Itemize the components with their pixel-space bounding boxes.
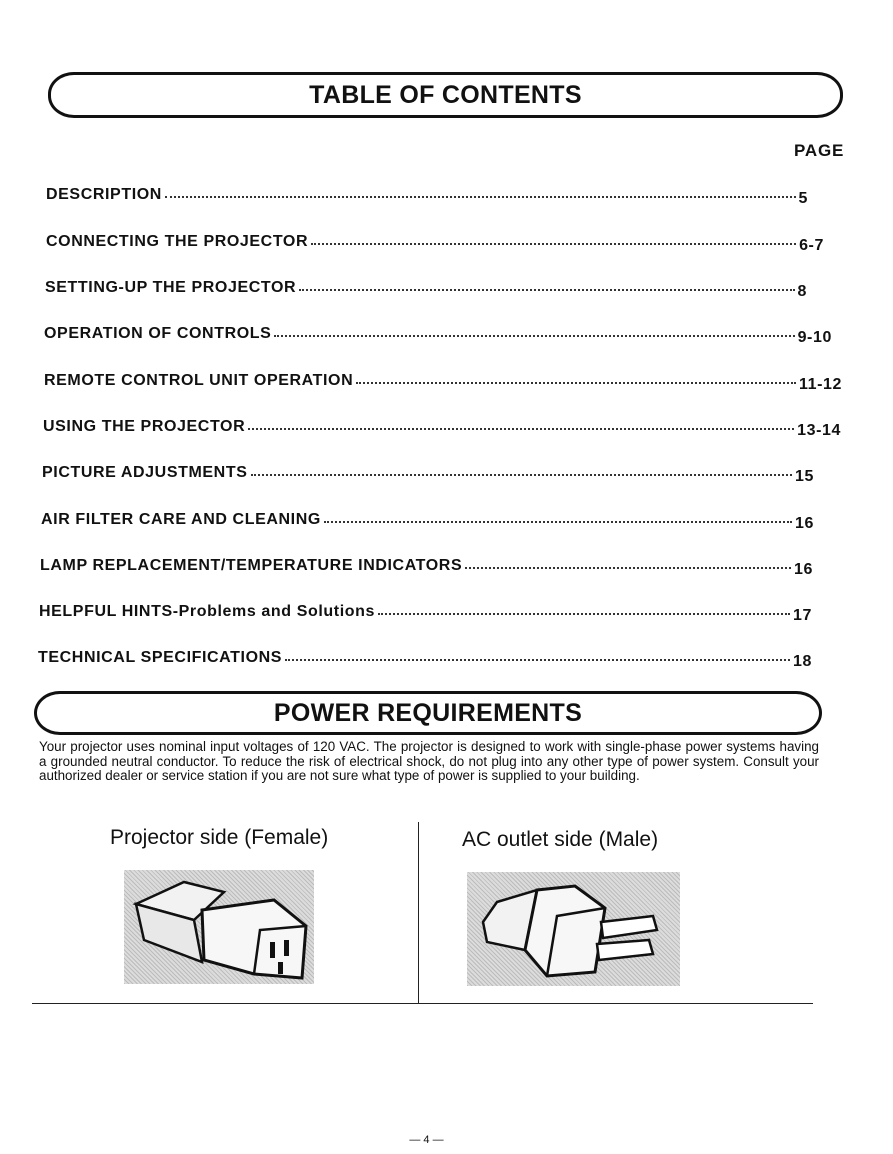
toc-entry-page: 9-10 [797, 329, 832, 346]
toc-entry [46, 227, 824, 254]
female-plug-icon [124, 870, 314, 984]
female-side-label: Projector side (Female) [110, 826, 329, 849]
toc-entry-title: USING THE PROJECTOR [43, 418, 246, 435]
toc-entry-page: 8 [797, 283, 807, 300]
dot-leader [251, 474, 793, 476]
toc-entry [45, 273, 807, 300]
toc-entry [40, 551, 813, 578]
toc-entry-page: 6-7 [799, 237, 824, 254]
toc-entry-page: 15 [795, 468, 814, 485]
toc-entry-page: 16 [794, 561, 813, 578]
toc-entry [44, 319, 832, 346]
toc-entry [42, 458, 814, 485]
dot-leader [378, 613, 790, 615]
toc-entry-title: PICTURE ADJUSTMENTS [42, 464, 248, 481]
toc-entry [39, 597, 812, 624]
toc-entry-page: 17 [793, 607, 812, 624]
dot-leader [311, 243, 796, 245]
dot-leader [324, 521, 792, 523]
dot-leader [299, 289, 794, 291]
toc-entry-title: SETTING-UP THE PROJECTOR [45, 279, 297, 296]
dot-leader [165, 196, 796, 198]
toc-entry-page: 11-12 [798, 376, 842, 393]
toc-entry-page: 5 [798, 190, 808, 207]
power-description: Your projector uses nominal input voltages of 120 VAC. The projector is designed to work with single-phase power systems having a grounded neutral conductor. To reduce the risk of electrical shock, do not plug into any other type of power system. Consult your authorized dealer or service station if you are not sure what type of power is supplied to your building. [39, 739, 819, 783]
toc-entry-page: 18 [793, 653, 812, 670]
dot-leader [465, 567, 791, 569]
toc-entry [44, 366, 842, 393]
toc-title: TABLE OF CONTENTS [309, 80, 582, 109]
toc-entry-title: HELPFUL HINTS-Problems and Solutions [39, 603, 375, 620]
toc-entry [43, 412, 841, 439]
toc-entry [38, 643, 812, 670]
toc-entry-title: TECHNICAL SPECIFICATIONS [38, 649, 283, 666]
toc-entry-page: 16 [795, 515, 814, 532]
male-side-label: AC outlet side (Male) [462, 828, 659, 851]
toc-entry-title: LAMP REPLACEMENT/TEMPERATURE INDICATORS [40, 557, 463, 574]
toc-entry-title: CONNECTING THE PROJECTOR [46, 233, 309, 250]
dot-leader [248, 428, 794, 430]
page-number: — 4 — [409, 1134, 444, 1146]
section-rule [32, 1003, 813, 1004]
dot-leader [274, 335, 794, 337]
dot-leader [356, 382, 796, 384]
power-title: POWER REQUIREMENTS [273, 698, 583, 727]
page-column-header: PAGE [794, 141, 845, 160]
male-plug-icon [467, 872, 680, 986]
toc-entry-title: REMOTE CONTROL UNIT OPERATION [44, 372, 354, 389]
toc-entry-title: DESCRIPTION [46, 186, 162, 203]
column-divider [418, 822, 419, 1004]
dot-leader [285, 659, 790, 661]
toc-heading-banner [48, 72, 843, 118]
toc-entry [46, 180, 808, 207]
toc-entry [41, 505, 814, 532]
toc-entry-title: OPERATION OF CONTROLS [44, 325, 272, 342]
toc-entry-title: AIR FILTER CARE AND CLEANING [41, 511, 321, 528]
power-heading-banner [34, 691, 822, 735]
toc-entry-page: 13-14 [797, 422, 841, 439]
